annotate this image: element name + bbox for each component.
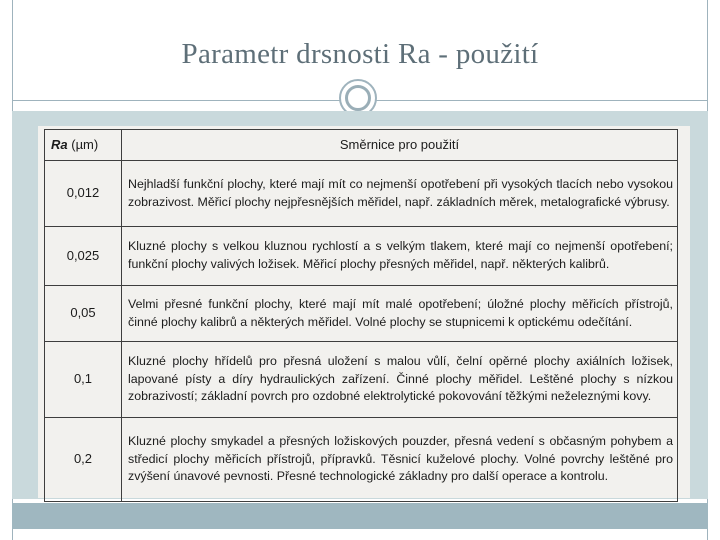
usage-text: Velmi přesné funkční plochy, které mají mít malé opotřebení; úložné plochy měřicích přístrojů, činné plochy kalibrů a některých měřidel. Volné plochy se stupnicemi k optickému odečítání. bbox=[122, 286, 678, 342]
usage-text: Kluzné plochy s velkou kluznou rychlostí a s velkým tlakem, které mají co nejmenší opotřebení; funkční plochy valivých ložisek. Měřicí plochy přesných měřidel, např. některých kalibrů. bbox=[122, 227, 678, 286]
usage-text: Kluzné plochy hřídelů pro přesná uložení s malou vůlí, čelní opěrné plochy axiálních ložisek, lapované písty a díry hydraulických zařízení. Činné plochy měřidel. Leštěné plochy s nízkou zobrazivostí; základní povrch pro ozdobné elektrolytické pokovování těžkými neželeznými kovy. bbox=[122, 342, 678, 418]
ra-value: 0,05 bbox=[45, 286, 122, 342]
usage-text: Nejhladší funkční plochy, které mají mít co nejmenší opotřebení při vysokých tlacích nebo vysokou zobrazivost. Měřicí plochy nejpřesnějších měřidel, např. základních měrek, metalografické výbrusy. bbox=[122, 161, 678, 227]
header-ra bbox=[45, 130, 122, 161]
ra-value: 0,2 bbox=[45, 418, 122, 502]
ra-value: 0,012 bbox=[45, 161, 122, 227]
table-row bbox=[45, 342, 678, 418]
table-row bbox=[45, 161, 678, 227]
ra-value: 0,1 bbox=[45, 342, 122, 418]
ra-unit: (µm) bbox=[67, 136, 99, 152]
header-usage: Směrnice pro použití bbox=[122, 130, 678, 161]
table-row bbox=[45, 286, 678, 342]
slide-title: Parametr drsnosti Ra - použití bbox=[181, 38, 539, 70]
table-header-row bbox=[45, 130, 678, 161]
ra-symbol: Ra bbox=[51, 136, 68, 152]
table-row bbox=[45, 418, 678, 502]
footer-band bbox=[12, 503, 708, 529]
usage-text: Kluzné plochy smykadel a přesných ložiskových pouzder, přesná vedení s občasným pohybem a středicí plochy měřicích přístrojů, přípravků. Těsnicí kuželové plochy. Volné povrchy leštěné pro zvýšení únavové pevnosti. Přesné technologické základny pro další operace a kontrolu. bbox=[122, 418, 678, 502]
ra-value: 0,025 bbox=[45, 227, 122, 286]
table-row bbox=[45, 227, 678, 286]
roughness-table bbox=[44, 129, 678, 502]
